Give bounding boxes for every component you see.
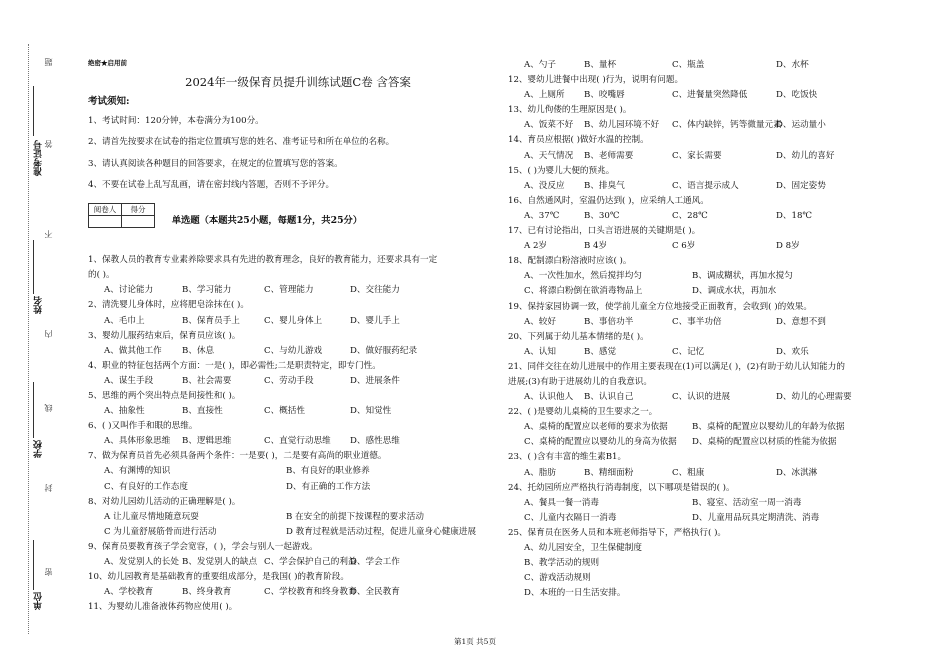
answer-option[interactable]: A、天气情况: [524, 150, 574, 161]
seal-line: [28, 44, 29, 634]
option-row: [88, 555, 488, 570]
answer-option[interactable]: B、逻辑思维: [182, 436, 232, 447]
question-text: 3、婴幼儿服药结束后，保育员应该( )。: [88, 330, 241, 341]
question-text: 19、保持家园协调一致，使学前儿童全方位地接受正面教育，会收到( )的效果。: [508, 301, 812, 312]
answer-option[interactable]: A、学校教育: [104, 587, 154, 598]
answer-option[interactable]: A、有渊博的知识: [104, 466, 171, 477]
exam-number-blank[interactable]: [33, 86, 34, 136]
question-text: 16、自然通风时，室温仍达到( )，应采纳人工通风。: [508, 195, 709, 206]
question-text-continued: 的( )。: [88, 270, 115, 281]
question-text: 6、( )又叫作手和眼的思维。: [88, 421, 198, 432]
page-title: 2024年一级保育员提升训练试题C卷 含答案: [185, 75, 411, 89]
answer-option[interactable]: C、概括性: [264, 406, 305, 417]
option-row: [508, 88, 908, 103]
option-row: [88, 344, 488, 359]
question-list-right: [508, 58, 908, 601]
seal-word: 密: [44, 568, 53, 576]
school-blank[interactable]: [33, 382, 34, 438]
seal-word: 封: [44, 484, 53, 492]
answer-option[interactable]: B、教学活动的规则: [524, 558, 600, 569]
option-row: [508, 315, 908, 330]
question-text: 25、保育员在医务人员和本班老师指导下，严格执行( )。: [508, 527, 727, 538]
option-row: [508, 511, 908, 526]
answer-option[interactable]: D、幼儿的喜好: [776, 150, 835, 161]
answer-option[interactable]: D 教育过程就是活动过程，促进儿童身心健康进展: [286, 526, 477, 537]
question-text-continued: 进展;(3)有助于进展幼儿的自我意识。: [508, 376, 652, 387]
score-box-score: 得分: [122, 204, 155, 216]
answer-option[interactable]: B、排臭气: [584, 180, 625, 191]
answer-option[interactable]: C、瓶盖: [672, 60, 705, 70]
answer-option[interactable]: B、有良好的职业修养: [286, 466, 370, 477]
option-row: [508, 390, 908, 405]
answer-option[interactable]: A、谋生手段: [104, 375, 154, 386]
answer-option[interactable]: B、休息: [182, 345, 215, 356]
answer-option[interactable]: C、桌椅的配置应以婴幼儿的身高为依据: [524, 437, 677, 448]
name-blank[interactable]: [33, 240, 34, 294]
answer-option[interactable]: B、量杯: [584, 60, 617, 70]
option-row: [508, 345, 908, 360]
secret-mark: 绝密★启用前: [88, 59, 127, 67]
option-row: [88, 374, 488, 389]
answer-option[interactable]: B、发觉别人的缺点: [182, 557, 258, 567]
answer-option[interactable]: D、儿童用品玩具定期清洗、消毒: [692, 512, 820, 523]
answer-option[interactable]: D、桌椅的配置应以材质的性能为依据: [692, 437, 837, 448]
question-text: 9、保育员要教育孩子学会宽容，( )，学会与别人一起游戏。: [88, 541, 318, 552]
score-box-grader: 阅卷人: [89, 204, 122, 216]
option-row: [88, 585, 488, 600]
answer-option[interactable]: A、37℃: [524, 210, 560, 221]
answer-option[interactable]: D、意想不到: [776, 316, 826, 327]
answer-option[interactable]: C、粗康: [672, 467, 705, 478]
option-row: [88, 464, 488, 479]
option-row: [88, 314, 488, 329]
answer-option[interactable]: D、18℃: [776, 210, 813, 221]
notice-item: 2、请首先按要求在试卷的指定位置填写您的姓名、准考证号和所在单位的名称。: [88, 137, 395, 148]
option-row: [508, 435, 908, 450]
answer-option[interactable]: D、婴儿手上: [350, 315, 400, 326]
question-text: 24、托幼园所应严格执行消毒制度，以下哪项是错误的( )。: [508, 482, 735, 493]
answer-option[interactable]: A、幼儿园安全，卫生保健制度: [524, 543, 642, 553]
label-name: 姓名: [34, 296, 44, 314]
question-text: 23、( )含有丰富的维生素B1。: [508, 452, 627, 463]
answer-option[interactable]: C、语言提示成人: [672, 180, 739, 191]
answer-option[interactable]: B、直接性: [182, 406, 223, 417]
answer-option[interactable]: C 为儿童舒展筋骨而进行活动: [104, 526, 217, 537]
answer-option[interactable]: B、终身教育: [182, 587, 232, 598]
answer-option[interactable]: A 2岁: [524, 241, 547, 252]
option-row: [508, 496, 908, 511]
notice-item: 4、不要在试卷上乱写乱画，请在密封线内答题，否则不予评分。: [88, 179, 335, 190]
question-text: 14、育员应根据( )做好水温的控制。: [508, 135, 649, 146]
answer-option[interactable]: B、学习能力: [182, 285, 232, 296]
option-row: [88, 525, 488, 540]
answer-option[interactable]: C、与幼儿游戏: [264, 345, 323, 356]
seal-word: 不: [44, 230, 53, 238]
question-text: 13、幼儿佝偻的生理原因是( )。: [508, 105, 632, 116]
notice-heading: 考试须知:: [88, 96, 130, 107]
question-text: 15、( )为婴儿大便的预兆。: [508, 165, 615, 176]
answer-option[interactable]: B、幼儿园环境不好: [584, 120, 660, 131]
left-column: [88, 58, 488, 615]
answer-option[interactable]: D、调成水状，再加水: [692, 286, 777, 297]
answer-option[interactable]: C、记忆: [672, 346, 705, 357]
answer-option[interactable]: B、社会需要: [182, 375, 232, 386]
option-row: [88, 404, 488, 419]
question-text: 1、保教人员的教育专业素养除要求具有先进的教育理念，良好的教育能力，还要求具有一定: [88, 255, 438, 266]
option-row: [508, 284, 908, 299]
answer-option[interactable]: B、保育员手上: [182, 315, 240, 326]
answer-option[interactable]: C、体内缺锌，钙等微量元素: [672, 120, 782, 131]
question-text: 10、幼儿园教育是基础教育的重要组成部分，是我国( )的教育阶段。: [88, 572, 349, 583]
answer-option[interactable]: D、幼儿的心理需要: [776, 392, 852, 403]
answer-option[interactable]: C、将漂白粉倒在欲消毒物品上: [524, 286, 643, 297]
answer-option[interactable]: A、较好: [524, 316, 556, 327]
seal-word: 线: [44, 404, 53, 412]
label-school: 学校: [34, 440, 44, 458]
answer-option[interactable]: D、吃饭快: [776, 90, 818, 101]
notice-item: 3、请认真阅读各种题目的回答要求，在规定的位置填写您的答案。: [88, 158, 343, 169]
answer-option[interactable]: B、30℃: [584, 210, 620, 221]
answer-option[interactable]: A、桌椅的配置应以老师的要求为依据: [524, 422, 668, 433]
answer-option[interactable]: B、调成糊状，再加水搅匀: [692, 271, 793, 282]
page-number: 第1页 共5页: [454, 637, 496, 646]
answer-option[interactable]: A、毛巾上: [104, 315, 145, 326]
answer-option[interactable]: A、发觉别人的长处: [104, 557, 179, 567]
answer-option[interactable]: A、餐具一餐一消毒: [524, 497, 599, 508]
option-row: [88, 480, 488, 495]
answer-option[interactable]: D、进展条件: [350, 375, 400, 386]
answer-option[interactable]: C、儿童内衣隔日一消毒: [524, 512, 617, 523]
answer-option[interactable]: B、寝室、活动室一周一消毒: [692, 497, 802, 508]
unit-blank[interactable]: [33, 540, 34, 590]
answer-option[interactable]: A、讨论能力: [104, 285, 154, 296]
answer-option[interactable]: C、进餐量突然降低: [672, 90, 748, 101]
question-text: 7、做为保育员首先必须具备两个条件：一是要( )，二是要有高尚的职业道德。: [88, 451, 387, 462]
question-text: 22、( )是婴幼儿桌椅的卫生要求之一。: [508, 407, 658, 418]
question-text: 18、配制漂白粉溶液时应该( )。: [508, 256, 632, 267]
answer-option[interactable]: D、做好服药纪录: [350, 345, 418, 356]
question-text: 17、已有讨论指出，口头言语进展的关键期是( )。: [508, 226, 701, 237]
answer-option[interactable]: C、婴儿身体上: [264, 315, 323, 326]
grader-cell[interactable]: [89, 216, 122, 228]
notice-item: 1、考试时间：120分钟，本卷满分为100分。: [88, 116, 264, 126]
right-column: [508, 58, 908, 601]
label-unit: 单位: [34, 592, 44, 610]
answer-option[interactable]: B、认识自己: [584, 392, 634, 403]
answer-option[interactable]: C、直觉行动思维: [264, 436, 331, 447]
answer-option[interactable]: A、抽象性: [104, 406, 145, 417]
answer-option[interactable]: B、事倍功半: [584, 316, 634, 327]
seal-word: 答: [44, 140, 53, 148]
answer-option[interactable]: A、认知: [524, 346, 556, 357]
answer-option[interactable]: C、劳动手段: [264, 375, 314, 386]
answer-option[interactable]: A、做其他工作: [104, 345, 162, 356]
answer-option[interactable]: C、事半功倍: [672, 316, 722, 327]
answer-option[interactable]: B、精细面粉: [584, 467, 634, 478]
option-row: [508, 420, 908, 435]
answer-option[interactable]: A、饭菜不好: [524, 120, 574, 131]
score-cell[interactable]: [122, 216, 155, 228]
section-title: 单选题（本题共25小题，每题1分，共25分）: [171, 215, 363, 227]
answer-option[interactable]: A、没反应: [524, 180, 565, 191]
answer-option[interactable]: B 在安全的前提下按课程的要求活动: [286, 511, 424, 522]
seal-word: 内: [44, 330, 53, 338]
option-row: [88, 434, 488, 449]
answer-option[interactable]: A、具体形象思维: [104, 436, 171, 447]
seal-word: 题: [44, 58, 53, 66]
answer-option[interactable]: C、管理能力: [264, 285, 314, 296]
label-exam-number: 准考证号: [34, 140, 44, 176]
question-text: 11、为婴幼儿准备液体药物应使用( )。: [88, 602, 238, 613]
option-row: [508, 58, 908, 73]
answer-option[interactable]: C、家长需要: [672, 150, 722, 161]
question-text: 2、清洗婴儿身体时，应将肥皂涂抹在( )。: [88, 300, 249, 311]
answer-option[interactable]: D、知觉性: [350, 406, 392, 417]
answer-option[interactable]: C、学校教育和终身教育: [264, 587, 357, 598]
option-row: [508, 209, 908, 224]
option-row: [508, 149, 908, 164]
answer-option[interactable]: D、交往能力: [350, 285, 400, 296]
answer-option[interactable]: D、感性思维: [350, 436, 400, 447]
answer-option[interactable]: D、学会工作: [350, 557, 400, 567]
answer-option[interactable]: B、桌椅的配置应以婴幼儿的年龄为依据: [692, 422, 845, 433]
answer-option[interactable]: D、本班的一日生活安排。: [524, 588, 626, 599]
score-box: [88, 203, 155, 228]
answer-option[interactable]: B、老师需要: [584, 150, 634, 161]
answer-option[interactable]: D、有正确的工作方法: [286, 481, 371, 492]
question-text: 20、下列属于幼儿基本情绪的是( )。: [508, 331, 649, 342]
answer-option[interactable]: A、一次性加水，然后搅拌均匀: [524, 271, 642, 282]
answer-option[interactable]: D 8岁: [776, 241, 800, 252]
answer-option[interactable]: D、运动量小: [776, 120, 826, 131]
question-text: 8、对幼儿园幼儿活动的正确理解是( )。: [88, 496, 241, 507]
answer-option[interactable]: C、学会保护自己的利益: [264, 557, 357, 567]
answer-option[interactable]: A 让儿童尽情地随意玩耍: [104, 511, 199, 522]
answer-option[interactable]: B、感觉: [584, 346, 617, 357]
option-row: [508, 269, 908, 284]
question-text: 5、思维的两个突出特点是间接性和( )。: [88, 390, 241, 401]
answer-option[interactable]: C、28℃: [672, 210, 708, 221]
option-row: [88, 510, 488, 525]
answer-option[interactable]: C、认识的进展: [672, 392, 731, 403]
question-text: 21、同伴交往在幼儿进展中的作用主要表现在(1)可以满足( )，(2)有助于幼儿认知能力的: [508, 361, 845, 372]
answer-option[interactable]: D、固定姿势: [776, 180, 826, 191]
answer-option[interactable]: D、水杯: [776, 60, 809, 70]
answer-option[interactable]: D、欢乐: [776, 346, 809, 357]
option-row: [508, 239, 908, 254]
option-row: [508, 466, 908, 481]
answer-option[interactable]: A、上厕所: [524, 90, 565, 101]
option-row: [508, 118, 908, 133]
answer-option[interactable]: A、勺子: [524, 60, 556, 70]
answer-option[interactable]: B、咬嘴唇: [584, 90, 625, 101]
question-text: 12、婴幼儿进餐中出现( )行为，说明有问题。: [508, 75, 684, 86]
option-row: [508, 179, 908, 194]
option-row: [88, 283, 488, 298]
question-text: 4、职业的特征包括两个方面：一是( )，即必需性;二是职责特定，即专门性。: [88, 360, 381, 371]
answer-option[interactable]: C、游戏活动规则: [524, 573, 591, 584]
answer-option[interactable]: C 6岁: [672, 241, 696, 252]
answer-option[interactable]: C、有良好的工作态度: [104, 481, 188, 492]
answer-option[interactable]: A、脂肪: [524, 467, 556, 478]
question-list-left: [88, 253, 488, 615]
answer-option[interactable]: B 4岁: [584, 241, 608, 252]
answer-option[interactable]: A、认识他人: [524, 392, 574, 403]
answer-option[interactable]: D、全民教育: [350, 587, 400, 598]
answer-option[interactable]: D、冰淇淋: [776, 467, 818, 478]
